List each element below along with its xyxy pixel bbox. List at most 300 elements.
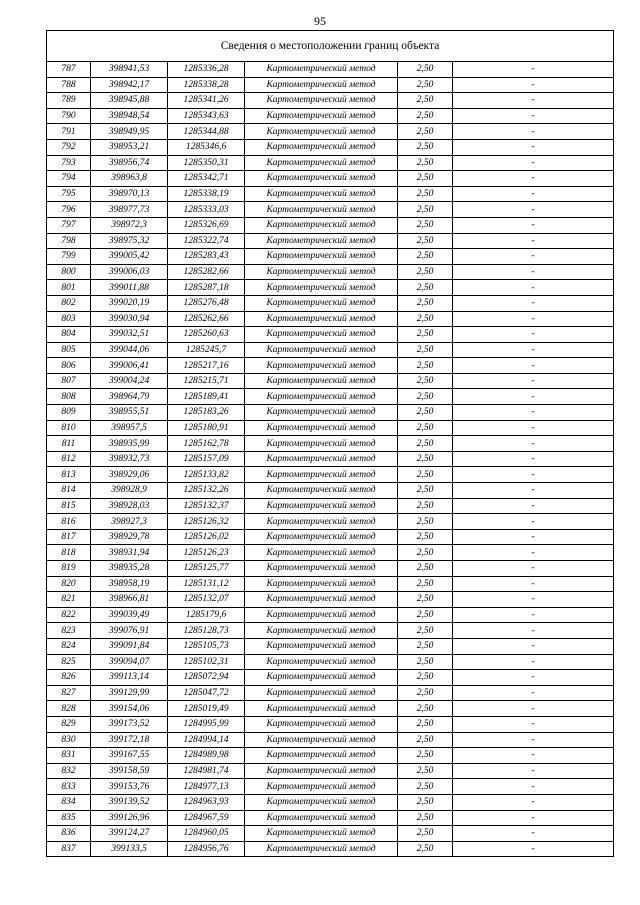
table-row bbox=[47, 93, 614, 109]
accuracy-cell: 2,50 bbox=[398, 233, 453, 249]
coord-y-cell: 1285189,41 bbox=[168, 389, 245, 405]
point-number-cell: 806 bbox=[47, 358, 91, 374]
point-number-cell: 821 bbox=[47, 592, 91, 608]
coord-x-cell: 398964,79 bbox=[91, 389, 168, 405]
coord-x-cell: 398945,88 bbox=[91, 93, 168, 109]
accuracy-cell: 2,50 bbox=[398, 358, 453, 374]
description-cell: - bbox=[453, 716, 614, 732]
point-number-cell: 799 bbox=[47, 249, 91, 265]
point-number-cell: 824 bbox=[47, 638, 91, 654]
table-row bbox=[47, 108, 614, 124]
coord-x-cell: 398972,3 bbox=[91, 217, 168, 233]
coord-x-cell: 399094,07 bbox=[91, 654, 168, 670]
method-cell: Картометрический метод bbox=[245, 670, 398, 686]
point-number-cell: 837 bbox=[47, 841, 91, 857]
method-cell: Картометрический метод bbox=[245, 420, 398, 436]
method-cell: Картометрический метод bbox=[245, 280, 398, 296]
description-cell: - bbox=[453, 233, 614, 249]
coord-x-cell: 398970,13 bbox=[91, 186, 168, 202]
coord-y-cell: 1284981,74 bbox=[168, 763, 245, 779]
description-cell: - bbox=[453, 763, 614, 779]
table-row bbox=[47, 607, 614, 623]
point-number-cell: 826 bbox=[47, 670, 91, 686]
method-cell: Картометрический метод bbox=[245, 701, 398, 717]
coord-x-cell: 399091,84 bbox=[91, 638, 168, 654]
coord-x-cell: 399030,94 bbox=[91, 311, 168, 327]
point-number-cell: 798 bbox=[47, 233, 91, 249]
description-cell: - bbox=[453, 311, 614, 327]
coord-y-cell: 1285126,23 bbox=[168, 545, 245, 561]
accuracy-cell: 2,50 bbox=[398, 327, 453, 343]
description-cell: - bbox=[453, 217, 614, 233]
table-row bbox=[47, 826, 614, 842]
description-cell: - bbox=[453, 155, 614, 171]
accuracy-cell: 2,50 bbox=[398, 483, 453, 499]
description-cell: - bbox=[453, 498, 614, 514]
coord-x-cell: 398955,51 bbox=[91, 405, 168, 421]
table-row bbox=[47, 295, 614, 311]
method-cell: Картометрический метод bbox=[245, 327, 398, 343]
coord-y-cell: 1285283,43 bbox=[168, 249, 245, 265]
coord-y-cell: 1285179,6 bbox=[168, 607, 245, 623]
table-row bbox=[47, 592, 614, 608]
coord-y-cell: 1285276,48 bbox=[168, 295, 245, 311]
point-number-cell: 834 bbox=[47, 794, 91, 810]
point-number-cell: 827 bbox=[47, 685, 91, 701]
boundary-coordinates-table bbox=[46, 30, 614, 857]
method-cell: Картометрический метод bbox=[245, 592, 398, 608]
method-cell: Картометрический метод bbox=[245, 763, 398, 779]
coord-x-cell: 399158,59 bbox=[91, 763, 168, 779]
accuracy-cell: 2,50 bbox=[398, 514, 453, 530]
method-cell: Картометрический метод bbox=[245, 623, 398, 639]
coord-y-cell: 1284967,59 bbox=[168, 810, 245, 826]
coord-x-cell: 399154,06 bbox=[91, 701, 168, 717]
coord-y-cell: 1284960,05 bbox=[168, 826, 245, 842]
description-cell: - bbox=[453, 701, 614, 717]
table-row bbox=[47, 280, 614, 296]
description-cell: - bbox=[453, 264, 614, 280]
point-number-cell: 803 bbox=[47, 311, 91, 327]
coord-y-cell: 1285282,66 bbox=[168, 264, 245, 280]
point-number-cell: 794 bbox=[47, 171, 91, 187]
method-cell: Картометрический метод bbox=[245, 826, 398, 842]
table-row bbox=[47, 545, 614, 561]
coord-x-cell: 398975,32 bbox=[91, 233, 168, 249]
coord-y-cell: 1284977,13 bbox=[168, 779, 245, 795]
description-cell: - bbox=[453, 561, 614, 577]
method-cell: Картометрический метод bbox=[245, 810, 398, 826]
table-row bbox=[47, 732, 614, 748]
table-row bbox=[47, 405, 614, 421]
description-cell: - bbox=[453, 810, 614, 826]
table-row bbox=[47, 701, 614, 717]
description-cell: - bbox=[453, 420, 614, 436]
coord-x-cell: 398929,78 bbox=[91, 529, 168, 545]
point-number-cell: 812 bbox=[47, 451, 91, 467]
coord-y-cell: 1284994,14 bbox=[168, 732, 245, 748]
coord-y-cell: 1285132,07 bbox=[168, 592, 245, 608]
description-cell: - bbox=[453, 202, 614, 218]
coord-x-cell: 398928,03 bbox=[91, 498, 168, 514]
point-number-cell: 802 bbox=[47, 295, 91, 311]
method-cell: Картометрический метод bbox=[245, 295, 398, 311]
method-cell: Картометрический метод bbox=[245, 217, 398, 233]
coord-x-cell: 399044,06 bbox=[91, 342, 168, 358]
point-number-cell: 819 bbox=[47, 561, 91, 577]
point-number-cell: 836 bbox=[47, 826, 91, 842]
coord-x-cell: 399133,5 bbox=[91, 841, 168, 857]
method-cell: Картометрический метод bbox=[245, 233, 398, 249]
coord-x-cell: 398929,06 bbox=[91, 467, 168, 483]
coord-x-cell: 399006,41 bbox=[91, 358, 168, 374]
coord-y-cell: 1285260,63 bbox=[168, 327, 245, 343]
description-cell: - bbox=[453, 592, 614, 608]
coord-x-cell: 399005,42 bbox=[91, 249, 168, 265]
table-caption: Сведения о местоположении границ объекта bbox=[47, 31, 614, 62]
accuracy-cell: 2,50 bbox=[398, 529, 453, 545]
accuracy-cell: 2,50 bbox=[398, 249, 453, 265]
coord-y-cell: 1285326,69 bbox=[168, 217, 245, 233]
table-row bbox=[47, 249, 614, 265]
coord-x-cell: 399113,14 bbox=[91, 670, 168, 686]
table-caption-row bbox=[47, 31, 614, 62]
coord-y-cell: 1285336,28 bbox=[168, 62, 245, 78]
description-cell: - bbox=[453, 607, 614, 623]
description-cell: - bbox=[453, 826, 614, 842]
point-number-cell: 792 bbox=[47, 139, 91, 155]
method-cell: Картометрический метод bbox=[245, 389, 398, 405]
coord-y-cell: 1285343,63 bbox=[168, 108, 245, 124]
description-cell: - bbox=[453, 373, 614, 389]
point-number-cell: 801 bbox=[47, 280, 91, 296]
accuracy-cell: 2,50 bbox=[398, 623, 453, 639]
description-cell: - bbox=[453, 451, 614, 467]
description-cell: - bbox=[453, 186, 614, 202]
coord-x-cell: 398957,5 bbox=[91, 420, 168, 436]
table-row bbox=[47, 62, 614, 78]
coord-y-cell: 1285341,26 bbox=[168, 93, 245, 109]
method-cell: Картометрический метод bbox=[245, 498, 398, 514]
coord-y-cell: 1285157,09 bbox=[168, 451, 245, 467]
point-number-cell: 796 bbox=[47, 202, 91, 218]
accuracy-cell: 2,50 bbox=[398, 748, 453, 764]
table-row bbox=[47, 358, 614, 374]
table-row bbox=[47, 77, 614, 93]
accuracy-cell: 2,50 bbox=[398, 373, 453, 389]
accuracy-cell: 2,50 bbox=[398, 576, 453, 592]
coord-y-cell: 1285072,94 bbox=[168, 670, 245, 686]
accuracy-cell: 2,50 bbox=[398, 498, 453, 514]
description-cell: - bbox=[453, 93, 614, 109]
point-number-cell: 820 bbox=[47, 576, 91, 592]
point-number-cell: 809 bbox=[47, 405, 91, 421]
table-row bbox=[47, 124, 614, 140]
accuracy-cell: 2,50 bbox=[398, 810, 453, 826]
point-number-cell: 817 bbox=[47, 529, 91, 545]
table-row bbox=[47, 264, 614, 280]
accuracy-cell: 2,50 bbox=[398, 217, 453, 233]
table-row bbox=[47, 561, 614, 577]
description-cell: - bbox=[453, 779, 614, 795]
method-cell: Картометрический метод bbox=[245, 685, 398, 701]
table-row bbox=[47, 514, 614, 530]
coord-x-cell: 398948,54 bbox=[91, 108, 168, 124]
description-cell: - bbox=[453, 171, 614, 187]
method-cell: Картометрический метод bbox=[245, 514, 398, 530]
description-cell: - bbox=[453, 514, 614, 530]
accuracy-cell: 2,50 bbox=[398, 93, 453, 109]
description-cell: - bbox=[453, 389, 614, 405]
coord-y-cell: 1285105,73 bbox=[168, 638, 245, 654]
accuracy-cell: 2,50 bbox=[398, 186, 453, 202]
method-cell: Картометрический метод bbox=[245, 576, 398, 592]
table-row bbox=[47, 451, 614, 467]
coord-y-cell: 1285217,16 bbox=[168, 358, 245, 374]
method-cell: Картометрический метод bbox=[245, 561, 398, 577]
accuracy-cell: 2,50 bbox=[398, 405, 453, 421]
coord-y-cell: 1285047,72 bbox=[168, 685, 245, 701]
point-number-cell: 805 bbox=[47, 342, 91, 358]
method-cell: Картометрический метод bbox=[245, 779, 398, 795]
coord-x-cell: 398941,53 bbox=[91, 62, 168, 78]
table-row bbox=[47, 436, 614, 452]
point-number-cell: 823 bbox=[47, 623, 91, 639]
accuracy-cell: 2,50 bbox=[398, 467, 453, 483]
description-cell: - bbox=[453, 685, 614, 701]
table-row bbox=[47, 233, 614, 249]
method-cell: Картометрический метод bbox=[245, 841, 398, 857]
method-cell: Картометрический метод bbox=[245, 716, 398, 732]
accuracy-cell: 2,50 bbox=[398, 841, 453, 857]
point-number-cell: 797 bbox=[47, 217, 91, 233]
coord-y-cell: 1285342,71 bbox=[168, 171, 245, 187]
table-row bbox=[47, 670, 614, 686]
coord-x-cell: 399153,76 bbox=[91, 779, 168, 795]
description-cell: - bbox=[453, 358, 614, 374]
table-row bbox=[47, 763, 614, 779]
description-cell: - bbox=[453, 638, 614, 654]
method-cell: Картометрический метод bbox=[245, 342, 398, 358]
table-row bbox=[47, 186, 614, 202]
coord-x-cell: 399172,18 bbox=[91, 732, 168, 748]
coord-y-cell: 1285126,32 bbox=[168, 514, 245, 530]
accuracy-cell: 2,50 bbox=[398, 592, 453, 608]
accuracy-cell: 2,50 bbox=[398, 124, 453, 140]
method-cell: Картометрический метод bbox=[245, 748, 398, 764]
table-row bbox=[47, 779, 614, 795]
coord-y-cell: 1285346,6 bbox=[168, 139, 245, 155]
method-cell: Картометрический метод bbox=[245, 264, 398, 280]
method-cell: Картометрический метод bbox=[245, 436, 398, 452]
table-row bbox=[47, 389, 614, 405]
point-number-cell: 832 bbox=[47, 763, 91, 779]
description-cell: - bbox=[453, 124, 614, 140]
table-row bbox=[47, 716, 614, 732]
point-number-cell: 811 bbox=[47, 436, 91, 452]
accuracy-cell: 2,50 bbox=[398, 716, 453, 732]
coord-x-cell: 398977,73 bbox=[91, 202, 168, 218]
description-cell: - bbox=[453, 327, 614, 343]
point-number-cell: 831 bbox=[47, 748, 91, 764]
description-cell: - bbox=[453, 295, 614, 311]
description-cell: - bbox=[453, 108, 614, 124]
method-cell: Картометрический метод bbox=[245, 186, 398, 202]
accuracy-cell: 2,50 bbox=[398, 685, 453, 701]
description-cell: - bbox=[453, 342, 614, 358]
coord-y-cell: 1284956,76 bbox=[168, 841, 245, 857]
coord-x-cell: 399126,96 bbox=[91, 810, 168, 826]
table-row bbox=[47, 420, 614, 436]
accuracy-cell: 2,50 bbox=[398, 139, 453, 155]
coord-x-cell: 398958,19 bbox=[91, 576, 168, 592]
point-number-cell: 822 bbox=[47, 607, 91, 623]
point-number-cell: 835 bbox=[47, 810, 91, 826]
description-cell: - bbox=[453, 405, 614, 421]
coord-x-cell: 399124,27 bbox=[91, 826, 168, 842]
method-cell: Картометрический метод bbox=[245, 794, 398, 810]
coord-y-cell: 1285126,02 bbox=[168, 529, 245, 545]
coord-y-cell: 1285215,71 bbox=[168, 373, 245, 389]
coord-x-cell: 398927,3 bbox=[91, 514, 168, 530]
method-cell: Картометрический метод bbox=[245, 124, 398, 140]
table-row bbox=[47, 841, 614, 857]
accuracy-cell: 2,50 bbox=[398, 171, 453, 187]
accuracy-cell: 2,50 bbox=[398, 280, 453, 296]
accuracy-cell: 2,50 bbox=[398, 202, 453, 218]
page-number: 95 bbox=[314, 14, 326, 28]
table-row bbox=[47, 217, 614, 233]
accuracy-cell: 2,50 bbox=[398, 295, 453, 311]
method-cell: Картометрический метод bbox=[245, 358, 398, 374]
point-number-cell: 795 bbox=[47, 186, 91, 202]
method-cell: Картометрический метод bbox=[245, 405, 398, 421]
coord-y-cell: 1285183,26 bbox=[168, 405, 245, 421]
accuracy-cell: 2,50 bbox=[398, 701, 453, 717]
method-cell: Картометрический метод bbox=[245, 77, 398, 93]
coord-y-cell: 1285162,78 bbox=[168, 436, 245, 452]
accuracy-cell: 2,50 bbox=[398, 607, 453, 623]
description-cell: - bbox=[453, 794, 614, 810]
description-cell: - bbox=[453, 623, 614, 639]
point-number-cell: 830 bbox=[47, 732, 91, 748]
table-row bbox=[47, 311, 614, 327]
accuracy-cell: 2,50 bbox=[398, 108, 453, 124]
point-number-cell: 788 bbox=[47, 77, 91, 93]
method-cell: Картометрический метод bbox=[245, 607, 398, 623]
coord-y-cell: 1285333,03 bbox=[168, 202, 245, 218]
table-row bbox=[47, 810, 614, 826]
accuracy-cell: 2,50 bbox=[398, 436, 453, 452]
point-number-cell: 815 bbox=[47, 498, 91, 514]
accuracy-cell: 2,50 bbox=[398, 389, 453, 405]
accuracy-cell: 2,50 bbox=[398, 77, 453, 93]
description-cell: - bbox=[453, 483, 614, 499]
table-row bbox=[47, 638, 614, 654]
coord-y-cell: 1284995,99 bbox=[168, 716, 245, 732]
method-cell: Картометрический метод bbox=[245, 108, 398, 124]
table-row bbox=[47, 685, 614, 701]
coord-y-cell: 1285338,28 bbox=[168, 77, 245, 93]
accuracy-cell: 2,50 bbox=[398, 155, 453, 171]
description-cell: - bbox=[453, 62, 614, 78]
accuracy-cell: 2,50 bbox=[398, 561, 453, 577]
coord-x-cell: 398935,28 bbox=[91, 561, 168, 577]
table-row bbox=[47, 342, 614, 358]
accuracy-cell: 2,50 bbox=[398, 670, 453, 686]
method-cell: Картометрический метод bbox=[245, 155, 398, 171]
accuracy-cell: 2,50 bbox=[398, 826, 453, 842]
accuracy-cell: 2,50 bbox=[398, 311, 453, 327]
table-row bbox=[47, 654, 614, 670]
coord-y-cell: 1285132,26 bbox=[168, 483, 245, 499]
description-cell: - bbox=[453, 654, 614, 670]
point-number-cell: 793 bbox=[47, 155, 91, 171]
description-cell: - bbox=[453, 529, 614, 545]
accuracy-cell: 2,50 bbox=[398, 654, 453, 670]
point-number-cell: 816 bbox=[47, 514, 91, 530]
accuracy-cell: 2,50 bbox=[398, 264, 453, 280]
point-number-cell: 807 bbox=[47, 373, 91, 389]
coord-x-cell: 399167,55 bbox=[91, 748, 168, 764]
method-cell: Картометрический метод bbox=[245, 732, 398, 748]
coord-y-cell: 1285180,91 bbox=[168, 420, 245, 436]
coord-x-cell: 399004,24 bbox=[91, 373, 168, 389]
table-row bbox=[47, 155, 614, 171]
table-row bbox=[47, 171, 614, 187]
description-cell: - bbox=[453, 841, 614, 857]
method-cell: Картометрический метод bbox=[245, 202, 398, 218]
description-cell: - bbox=[453, 670, 614, 686]
coord-y-cell: 1285102,31 bbox=[168, 654, 245, 670]
coord-x-cell: 398942,17 bbox=[91, 77, 168, 93]
method-cell: Картометрический метод bbox=[245, 249, 398, 265]
point-number-cell: 825 bbox=[47, 654, 91, 670]
coord-y-cell: 1284963,93 bbox=[168, 794, 245, 810]
coord-x-cell: 398931,94 bbox=[91, 545, 168, 561]
coord-x-cell: 398966,81 bbox=[91, 592, 168, 608]
method-cell: Картометрический метод bbox=[245, 451, 398, 467]
coord-y-cell: 1285131,12 bbox=[168, 576, 245, 592]
point-number-cell: 829 bbox=[47, 716, 91, 732]
method-cell: Картометрический метод bbox=[245, 373, 398, 389]
table-row bbox=[47, 794, 614, 810]
coord-y-cell: 1285262,66 bbox=[168, 311, 245, 327]
coord-x-cell: 399076,91 bbox=[91, 623, 168, 639]
description-cell: - bbox=[453, 280, 614, 296]
table-row bbox=[47, 202, 614, 218]
coord-y-cell: 1285019,49 bbox=[168, 701, 245, 717]
table-row bbox=[47, 623, 614, 639]
accuracy-cell: 2,50 bbox=[398, 451, 453, 467]
method-cell: Картометрический метод bbox=[245, 529, 398, 545]
method-cell: Картометрический метод bbox=[245, 638, 398, 654]
accuracy-cell: 2,50 bbox=[398, 779, 453, 795]
method-cell: Картометрический метод bbox=[245, 311, 398, 327]
method-cell: Картометрический метод bbox=[245, 62, 398, 78]
point-number-cell: 813 bbox=[47, 467, 91, 483]
accuracy-cell: 2,50 bbox=[398, 638, 453, 654]
point-number-cell: 790 bbox=[47, 108, 91, 124]
table-row bbox=[47, 498, 614, 514]
coord-x-cell: 398956,74 bbox=[91, 155, 168, 171]
point-number-cell: 818 bbox=[47, 545, 91, 561]
table-row bbox=[47, 748, 614, 764]
coord-y-cell: 1285125,77 bbox=[168, 561, 245, 577]
description-cell: - bbox=[453, 467, 614, 483]
description-cell: - bbox=[453, 545, 614, 561]
point-number-cell: 804 bbox=[47, 327, 91, 343]
